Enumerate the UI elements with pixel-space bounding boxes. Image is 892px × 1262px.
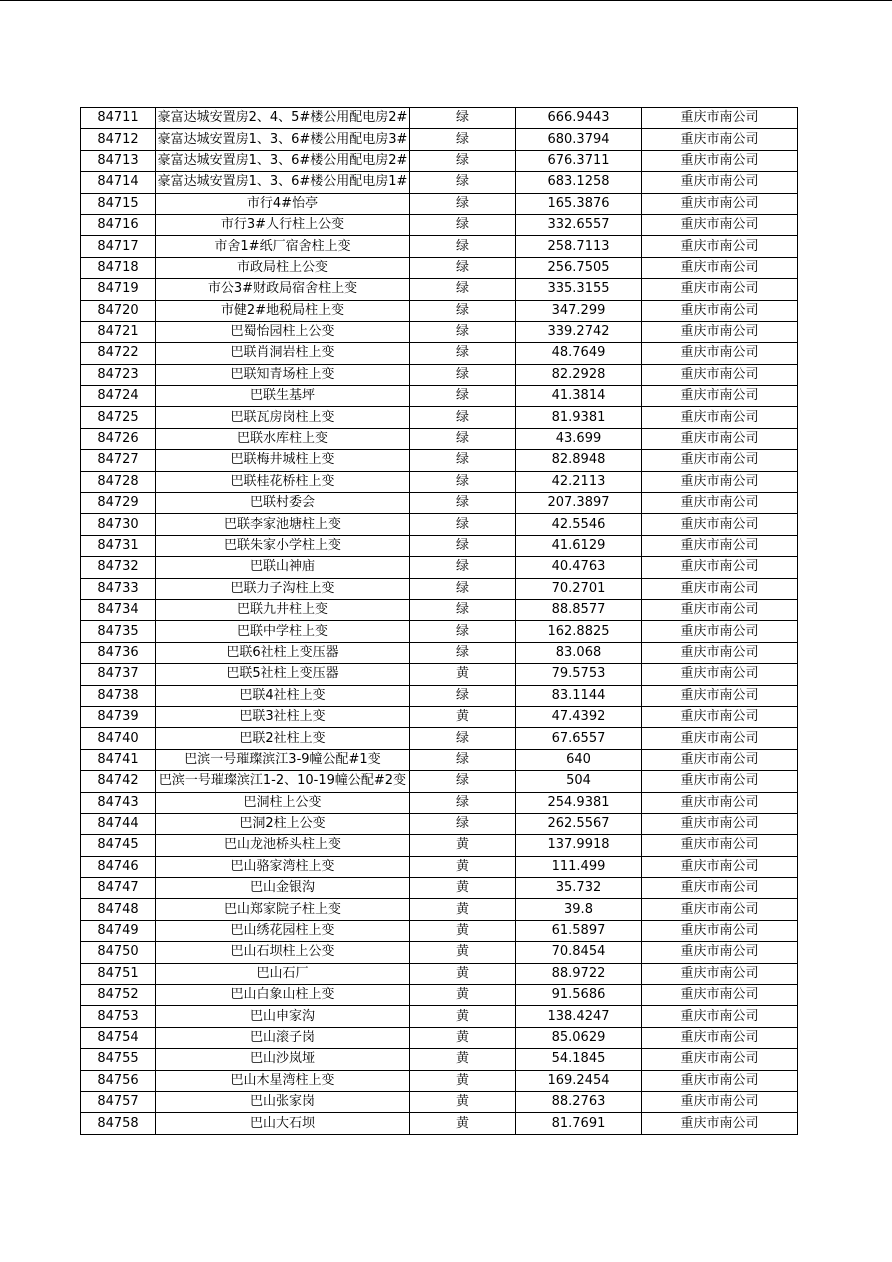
cell-id: 84749 [81, 920, 156, 941]
cell-color: 绿 [410, 578, 516, 599]
cell-color: 绿 [410, 749, 516, 770]
cell-company: 重庆市南公司 [642, 792, 798, 813]
table-row [81, 920, 798, 941]
cell-value: 79.5753 [516, 664, 642, 685]
cell-id: 84746 [81, 856, 156, 877]
table-row [81, 557, 798, 578]
cell-company: 重庆市南公司 [642, 942, 798, 963]
table-row [81, 193, 798, 214]
cell-value: 91.5686 [516, 985, 642, 1006]
cell-id: 84726 [81, 428, 156, 449]
cell-name: 巴山石厂 [156, 963, 410, 984]
cell-value: 683.1258 [516, 172, 642, 193]
table-row [81, 985, 798, 1006]
cell-color: 黄 [410, 706, 516, 727]
cell-color: 绿 [410, 236, 516, 257]
table-row [81, 1006, 798, 1027]
cell-name: 巴山滚子岗 [156, 1027, 410, 1048]
cell-company: 重庆市南公司 [642, 813, 798, 834]
cell-color: 绿 [410, 813, 516, 834]
cell-color: 绿 [410, 642, 516, 663]
cell-color: 黄 [410, 899, 516, 920]
cell-name: 巴滨一号璀璨滨江3-9幢公配#1变 [156, 749, 410, 770]
cell-name: 巴山大石坝 [156, 1113, 410, 1134]
cell-value: 262.5567 [516, 813, 642, 834]
cell-color: 绿 [410, 172, 516, 193]
cell-value: 43.699 [516, 428, 642, 449]
cell-value: 39.8 [516, 899, 642, 920]
cell-name: 巴联村委会 [156, 493, 410, 514]
cell-name: 巴山木星湾柱上变 [156, 1070, 410, 1091]
table-row [81, 813, 798, 834]
cell-name: 巴山郑家院子柱上变 [156, 899, 410, 920]
cell-value: 81.9381 [516, 407, 642, 428]
cell-value: 40.4763 [516, 557, 642, 578]
cell-value: 666.9443 [516, 108, 642, 129]
cell-color: 绿 [410, 792, 516, 813]
cell-id: 84718 [81, 257, 156, 278]
cell-id: 84750 [81, 942, 156, 963]
cell-color: 绿 [410, 493, 516, 514]
cell-id: 84731 [81, 535, 156, 556]
cell-company: 重庆市南公司 [642, 428, 798, 449]
cell-company: 重庆市南公司 [642, 300, 798, 321]
cell-id: 84740 [81, 728, 156, 749]
table-row [81, 450, 798, 471]
cell-color: 黄 [410, 878, 516, 899]
cell-id: 84748 [81, 899, 156, 920]
cell-id: 84757 [81, 1091, 156, 1112]
table-row [81, 835, 798, 856]
cell-id: 84714 [81, 172, 156, 193]
cell-value: 88.2763 [516, 1091, 642, 1112]
cell-value: 82.2928 [516, 364, 642, 385]
cell-company: 重庆市南公司 [642, 1006, 798, 1027]
cell-id: 84755 [81, 1049, 156, 1070]
page-top-border [0, 0, 892, 1]
cell-company: 重庆市南公司 [642, 899, 798, 920]
cell-id: 84752 [81, 985, 156, 1006]
cell-value: 47.4392 [516, 706, 642, 727]
cell-name: 市公3#财政局宿舍柱上变 [156, 279, 410, 300]
cell-company: 重庆市南公司 [642, 557, 798, 578]
cell-value: 42.5546 [516, 514, 642, 535]
table-row [81, 514, 798, 535]
table-row [81, 129, 798, 150]
cell-name: 巴联生基坪 [156, 386, 410, 407]
cell-company: 重庆市南公司 [642, 1049, 798, 1070]
cell-id: 84727 [81, 450, 156, 471]
cell-name: 巴联梅井城柱上变 [156, 450, 410, 471]
cell-value: 162.8825 [516, 621, 642, 642]
cell-company: 重庆市南公司 [642, 771, 798, 792]
cell-value: 85.0629 [516, 1027, 642, 1048]
cell-company: 重庆市南公司 [642, 343, 798, 364]
table-row [81, 321, 798, 342]
cell-company: 重庆市南公司 [642, 257, 798, 278]
cell-color: 绿 [410, 514, 516, 535]
cell-name: 豪富达城安置房2、4、5#楼公用配电房2# [156, 108, 410, 129]
cell-id: 84742 [81, 771, 156, 792]
cell-name: 巴联肖洞岩柱上变 [156, 343, 410, 364]
cell-company: 重庆市南公司 [642, 450, 798, 471]
cell-value: 61.5897 [516, 920, 642, 941]
table-row [81, 664, 798, 685]
cell-color: 黄 [410, 1006, 516, 1027]
table-row [81, 599, 798, 620]
cell-id: 84743 [81, 792, 156, 813]
cell-company: 重庆市南公司 [642, 1027, 798, 1048]
cell-value: 169.2454 [516, 1070, 642, 1091]
cell-color: 绿 [410, 621, 516, 642]
cell-company: 重庆市南公司 [642, 963, 798, 984]
cell-value: 335.3155 [516, 279, 642, 300]
cell-id: 84745 [81, 835, 156, 856]
cell-value: 41.3814 [516, 386, 642, 407]
table-row [81, 685, 798, 706]
table-row [81, 535, 798, 556]
cell-color: 绿 [410, 193, 516, 214]
cell-value: 332.6557 [516, 214, 642, 235]
cell-color: 绿 [410, 343, 516, 364]
table-row [81, 771, 798, 792]
table-row [81, 1049, 798, 1070]
cell-color: 绿 [410, 450, 516, 471]
cell-color: 绿 [410, 150, 516, 171]
cell-color: 绿 [410, 428, 516, 449]
cell-color: 绿 [410, 321, 516, 342]
table-row [81, 257, 798, 278]
cell-value: 680.3794 [516, 129, 642, 150]
cell-company: 重庆市南公司 [642, 1091, 798, 1112]
table-row [81, 364, 798, 385]
cell-company: 重庆市南公司 [642, 621, 798, 642]
transformer-table [80, 107, 798, 1135]
cell-name: 巴联中学柱上变 [156, 621, 410, 642]
cell-name: 巴联4社柱上变 [156, 685, 410, 706]
cell-id: 84721 [81, 321, 156, 342]
cell-company: 重庆市南公司 [642, 214, 798, 235]
cell-color: 黄 [410, 985, 516, 1006]
cell-company: 重庆市南公司 [642, 193, 798, 214]
cell-name: 巴联九井柱上变 [156, 599, 410, 620]
cell-color: 绿 [410, 279, 516, 300]
cell-color: 绿 [410, 364, 516, 385]
cell-company: 重庆市南公司 [642, 150, 798, 171]
cell-value: 88.9722 [516, 963, 642, 984]
cell-color: 绿 [410, 129, 516, 150]
cell-color: 黄 [410, 1113, 516, 1134]
cell-color: 绿 [410, 557, 516, 578]
table-row [81, 942, 798, 963]
cell-company: 重庆市南公司 [642, 728, 798, 749]
cell-company: 重庆市南公司 [642, 514, 798, 535]
table-row [81, 172, 798, 193]
cell-id: 84751 [81, 963, 156, 984]
cell-value: 41.6129 [516, 535, 642, 556]
cell-id: 84754 [81, 1027, 156, 1048]
cell-value: 137.9918 [516, 835, 642, 856]
table-row [81, 428, 798, 449]
table-row [81, 749, 798, 770]
cell-name: 巴联山神庙 [156, 557, 410, 578]
cell-id: 84734 [81, 599, 156, 620]
table-row [81, 728, 798, 749]
cell-id: 84738 [81, 685, 156, 706]
cell-id: 84711 [81, 108, 156, 129]
cell-color: 黄 [410, 664, 516, 685]
cell-id: 84724 [81, 386, 156, 407]
cell-company: 重庆市南公司 [642, 535, 798, 556]
cell-color: 黄 [410, 1070, 516, 1091]
table-row [81, 878, 798, 899]
cell-color: 绿 [410, 471, 516, 492]
cell-company: 重庆市南公司 [642, 706, 798, 727]
table-row [81, 236, 798, 257]
cell-id: 84737 [81, 664, 156, 685]
cell-id: 84712 [81, 129, 156, 150]
cell-id: 84756 [81, 1070, 156, 1091]
table-row [81, 792, 798, 813]
table-row [81, 856, 798, 877]
cell-color: 黄 [410, 942, 516, 963]
table-row [81, 621, 798, 642]
table-row [81, 150, 798, 171]
cell-value: 70.8454 [516, 942, 642, 963]
cell-value: 256.7505 [516, 257, 642, 278]
cell-value: 676.3711 [516, 150, 642, 171]
cell-name: 巴联瓦房岗柱上变 [156, 407, 410, 428]
cell-id: 84720 [81, 300, 156, 321]
cell-color: 绿 [410, 214, 516, 235]
cell-value: 640 [516, 749, 642, 770]
cell-name: 巴滨一号璀璨滨江1-2、10-19幢公配#2变 [156, 771, 410, 792]
cell-company: 重庆市南公司 [642, 172, 798, 193]
cell-id: 84716 [81, 214, 156, 235]
cell-value: 67.6557 [516, 728, 642, 749]
cell-company: 重庆市南公司 [642, 386, 798, 407]
cell-color: 黄 [410, 1027, 516, 1048]
cell-value: 48.7649 [516, 343, 642, 364]
cell-name: 巴联朱家小学柱上变 [156, 535, 410, 556]
cell-company: 重庆市南公司 [642, 685, 798, 706]
table-row [81, 386, 798, 407]
table-row [81, 706, 798, 727]
cell-id: 84728 [81, 471, 156, 492]
cell-company: 重庆市南公司 [642, 321, 798, 342]
table-row [81, 1091, 798, 1112]
cell-id: 84733 [81, 578, 156, 599]
cell-company: 重庆市南公司 [642, 749, 798, 770]
cell-color: 绿 [410, 728, 516, 749]
cell-company: 重庆市南公司 [642, 1070, 798, 1091]
cell-value: 165.3876 [516, 193, 642, 214]
cell-value: 504 [516, 771, 642, 792]
cell-name: 巴联6社柱上变压器 [156, 642, 410, 663]
cell-company: 重庆市南公司 [642, 108, 798, 129]
cell-id: 84715 [81, 193, 156, 214]
cell-value: 83.068 [516, 642, 642, 663]
cell-company: 重庆市南公司 [642, 407, 798, 428]
cell-id: 84722 [81, 343, 156, 364]
table-row [81, 279, 798, 300]
cell-name: 巴联水库柱上变 [156, 428, 410, 449]
cell-value: 258.7113 [516, 236, 642, 257]
cell-company: 重庆市南公司 [642, 856, 798, 877]
cell-color: 绿 [410, 771, 516, 792]
cell-company: 重庆市南公司 [642, 599, 798, 620]
cell-color: 黄 [410, 920, 516, 941]
cell-id: 84719 [81, 279, 156, 300]
cell-name: 巴蜀怡园柱上公变 [156, 321, 410, 342]
cell-name: 市行3#人行柱上公变 [156, 214, 410, 235]
cell-value: 207.3897 [516, 493, 642, 514]
cell-company: 重庆市南公司 [642, 1113, 798, 1134]
cell-value: 83.1144 [516, 685, 642, 706]
cell-color: 绿 [410, 257, 516, 278]
cell-color: 绿 [410, 300, 516, 321]
cell-id: 84753 [81, 1006, 156, 1027]
cell-value: 54.1845 [516, 1049, 642, 1070]
cell-name: 巴山绣花园柱上变 [156, 920, 410, 941]
cell-name: 巴山申家沟 [156, 1006, 410, 1027]
cell-value: 70.2701 [516, 578, 642, 599]
table-row [81, 214, 798, 235]
cell-name: 豪富达城安置房1、3、6#楼公用配电房1# [156, 172, 410, 193]
cell-name: 巴山骆家湾柱上变 [156, 856, 410, 877]
cell-id: 84736 [81, 642, 156, 663]
cell-name: 豪富达城安置房1、3、6#楼公用配电房2# [156, 150, 410, 171]
cell-name: 市健2#地税局柱上变 [156, 300, 410, 321]
cell-id: 84735 [81, 621, 156, 642]
cell-name: 巴山龙池桥头柱上变 [156, 835, 410, 856]
table-row [81, 343, 798, 364]
cell-value: 42.2113 [516, 471, 642, 492]
cell-color: 绿 [410, 685, 516, 706]
cell-color: 绿 [410, 108, 516, 129]
cell-value: 35.732 [516, 878, 642, 899]
cell-company: 重庆市南公司 [642, 236, 798, 257]
cell-color: 黄 [410, 1091, 516, 1112]
cell-color: 黄 [410, 856, 516, 877]
cell-value: 138.4247 [516, 1006, 642, 1027]
cell-name: 巴联力子沟柱上变 [156, 578, 410, 599]
cell-name: 巴联知青场柱上变 [156, 364, 410, 385]
cell-id: 84729 [81, 493, 156, 514]
table-row [81, 963, 798, 984]
cell-value: 339.2742 [516, 321, 642, 342]
table-body [81, 108, 798, 1135]
table-row [81, 1070, 798, 1091]
cell-company: 重庆市南公司 [642, 878, 798, 899]
cell-name: 巴山张家岗 [156, 1091, 410, 1112]
cell-company: 重庆市南公司 [642, 471, 798, 492]
table-row [81, 899, 798, 920]
table-row [81, 407, 798, 428]
cell-color: 黄 [410, 835, 516, 856]
cell-company: 重庆市南公司 [642, 664, 798, 685]
cell-value: 82.8948 [516, 450, 642, 471]
cell-name: 巴山沙岚垭 [156, 1049, 410, 1070]
cell-company: 重庆市南公司 [642, 279, 798, 300]
cell-id: 84717 [81, 236, 156, 257]
cell-id: 84739 [81, 706, 156, 727]
cell-value: 254.9381 [516, 792, 642, 813]
cell-id: 84713 [81, 150, 156, 171]
table-row [81, 578, 798, 599]
cell-company: 重庆市南公司 [642, 835, 798, 856]
cell-company: 重庆市南公司 [642, 985, 798, 1006]
cell-company: 重庆市南公司 [642, 493, 798, 514]
cell-company: 重庆市南公司 [642, 364, 798, 385]
cell-id: 84744 [81, 813, 156, 834]
cell-name: 市政局柱上公变 [156, 257, 410, 278]
cell-id: 84741 [81, 749, 156, 770]
table-row [81, 493, 798, 514]
cell-name: 巴山金银沟 [156, 878, 410, 899]
cell-name: 巴洞2柱上公变 [156, 813, 410, 834]
cell-name: 豪富达城安置房1、3、6#楼公用配电房3# [156, 129, 410, 150]
cell-value: 347.299 [516, 300, 642, 321]
cell-id: 84730 [81, 514, 156, 535]
cell-name: 巴联3社柱上变 [156, 706, 410, 727]
cell-name: 市行4#怡亭 [156, 193, 410, 214]
cell-id: 84732 [81, 557, 156, 578]
cell-name: 巴山石坝柱上公变 [156, 942, 410, 963]
cell-id: 84725 [81, 407, 156, 428]
cell-name: 巴联5社柱上变压器 [156, 664, 410, 685]
cell-value: 111.499 [516, 856, 642, 877]
cell-color: 黄 [410, 1049, 516, 1070]
cell-name: 巴联桂花桥柱上变 [156, 471, 410, 492]
cell-name: 巴联李家池塘柱上变 [156, 514, 410, 535]
cell-color: 绿 [410, 407, 516, 428]
table-row [81, 300, 798, 321]
cell-company: 重庆市南公司 [642, 642, 798, 663]
cell-value: 88.8577 [516, 599, 642, 620]
cell-company: 重庆市南公司 [642, 129, 798, 150]
cell-company: 重庆市南公司 [642, 920, 798, 941]
cell-color: 黄 [410, 963, 516, 984]
cell-id: 84747 [81, 878, 156, 899]
table-row [81, 1113, 798, 1134]
cell-id: 84723 [81, 364, 156, 385]
table-row [81, 642, 798, 663]
cell-color: 绿 [410, 535, 516, 556]
table-row [81, 1027, 798, 1048]
cell-color: 绿 [410, 386, 516, 407]
cell-name: 巴洞柱上公变 [156, 792, 410, 813]
cell-name: 市舍1#纸厂宿舍柱上变 [156, 236, 410, 257]
table-row [81, 108, 798, 129]
cell-name: 巴联2社柱上变 [156, 728, 410, 749]
cell-company: 重庆市南公司 [642, 578, 798, 599]
cell-color: 绿 [410, 599, 516, 620]
table-row [81, 471, 798, 492]
cell-id: 84758 [81, 1113, 156, 1134]
cell-name: 巴山白象山柱上变 [156, 985, 410, 1006]
cell-value: 81.7691 [516, 1113, 642, 1134]
